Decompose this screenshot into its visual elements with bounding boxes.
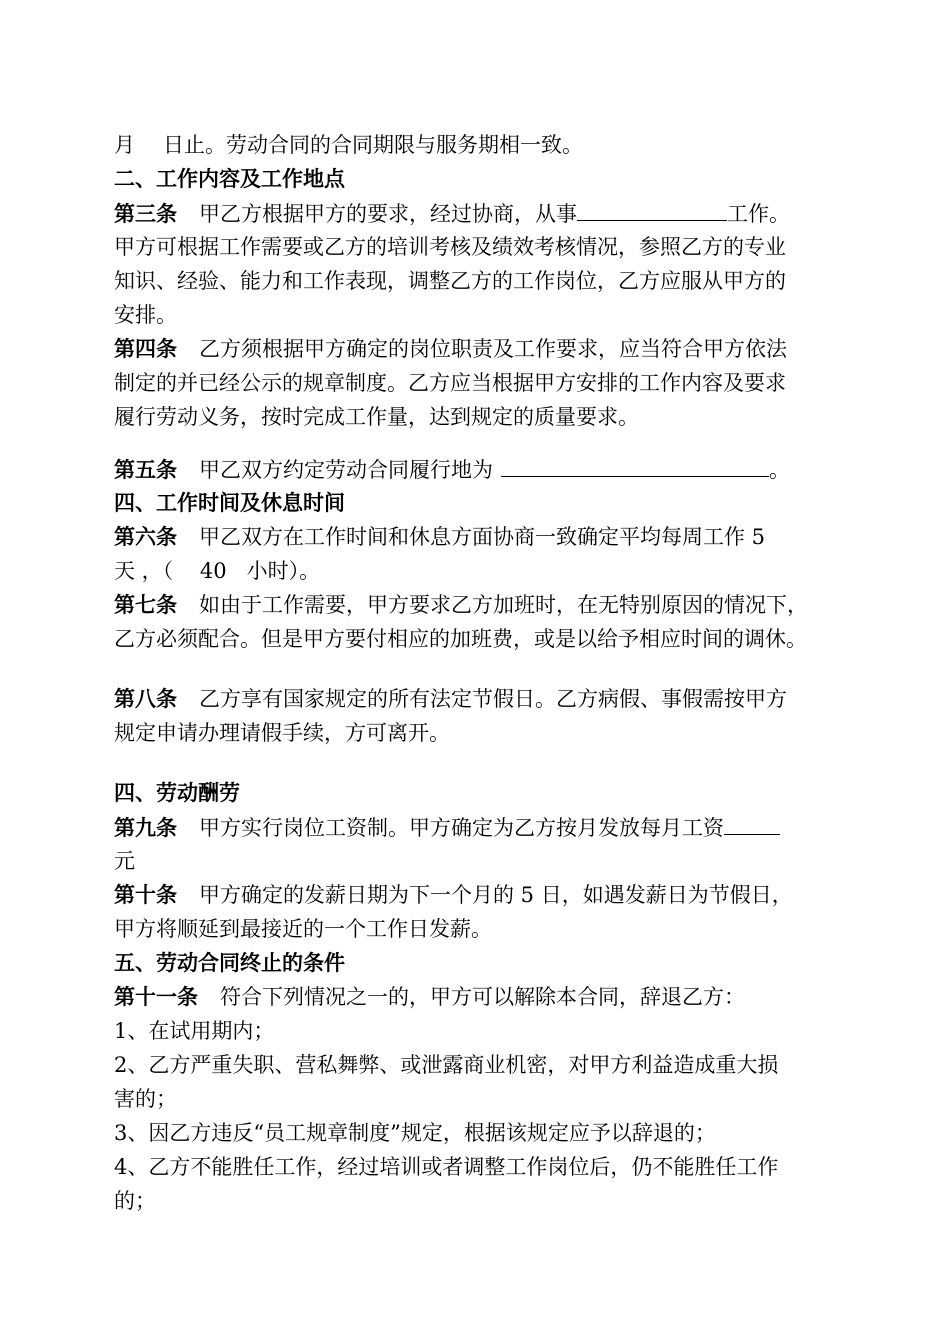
- article-label: 第八条: [114, 687, 177, 711]
- text-line: 月 日止。劳动合同的合同期限与服务期相一致。: [114, 133, 583, 157]
- article-11: 第十一条 符合下列情况之一的，甲方可以解除本合同，辞退乙方：: [114, 985, 745, 1009]
- text-line: 乙方必须配合。但是甲方要付相应的加班费，或是以给予相应时间的调休。: [114, 627, 807, 651]
- article-6: 第六条 甲乙双方在工作时间和休息方面协商一致确定平均每周工作 5: [114, 525, 766, 549]
- contract-body: [114, 128, 844, 1218]
- section-heading-remuneration: 四、劳动酬劳: [114, 781, 240, 805]
- article-4: 第四条 乙方须根据甲方确定的岗位职责及工作要求，应当符合甲方依法: [114, 337, 787, 361]
- article-5: 第五条 甲乙双方约定劳动合同履行地为 。: [114, 452, 844, 486]
- section-heading-work-time: 四、工作时间及休息时间: [114, 491, 345, 515]
- text-line: 知识、经验、能力和工作表现，调整乙方的工作岗位，乙方应服从甲方的: [114, 269, 786, 293]
- article-7: 第七条 如由于工作需要，甲方要求乙方加班时，在无特别原因的情况下，: [114, 593, 808, 617]
- article-label: 第九条: [114, 816, 177, 840]
- article-label: 第七条: [114, 593, 177, 617]
- article-8: 第八条 乙方享有国家规定的所有法定节假日。乙方病假、事假需按甲方: [114, 687, 787, 711]
- article-9: 第九条 甲方实行岗位工资制。甲方确定为乙方按月发放每月工资: [114, 810, 844, 844]
- article-3: 第三条 甲乙方根据甲方的要求，经过协商，从事 工作。: [114, 196, 844, 230]
- text-line: 制定的并已经公示的规章制度。乙方应当根据甲方安排的工作内容及要求: [114, 371, 786, 395]
- article-label: 第十条: [114, 883, 177, 907]
- list-item: 4、乙方不能胜任工作，经过培训或者调整工作岗位后，仍不能胜任工作: [114, 1155, 779, 1179]
- section-heading-work-content: 二、工作内容及工作地点: [114, 167, 345, 191]
- text-line: 甲方将顺延到最接近的一个工作日发薪。: [114, 917, 492, 941]
- text-line: 天 ，（ 40 小时）。: [114, 559, 321, 583]
- list-item: 2、乙方严重失职、营私舞弊、或泄露商业机密，对甲方利益造成重大损: [114, 1053, 779, 1077]
- article-label: 第五条: [114, 458, 177, 482]
- article-label: 第四条: [114, 337, 177, 361]
- text-line: 的；: [114, 1189, 156, 1213]
- section-heading-termination: 五、劳动合同终止的条件: [114, 951, 345, 975]
- article-label: 第三条: [114, 202, 177, 226]
- text-line: 害的；: [114, 1087, 177, 1111]
- text-line: 履行劳动义务，按时完成工作量，达到规定的质量要求。: [114, 405, 639, 429]
- text-line: 元: [114, 849, 135, 873]
- article-10: 第十条 甲方确定的发薪日期为下一个月的 5 日，如遇发薪日为节假日，: [114, 883, 793, 907]
- salary-blank[interactable]: [724, 810, 780, 835]
- job-title-blank[interactable]: [577, 196, 727, 221]
- text-line: 规定申请办理请假手续，方可离开。: [114, 721, 450, 745]
- text-line: 安排。: [114, 303, 177, 327]
- work-location-blank[interactable]: [501, 452, 769, 477]
- article-label: 第六条: [114, 525, 177, 549]
- list-item: 1、在试用期内；: [114, 1019, 275, 1043]
- text-line: 甲方可根据工作需要或乙方的培训考核及绩效考核情况，参照乙方的专业: [114, 235, 786, 259]
- article-label: 第十一条: [114, 985, 198, 1009]
- list-item: 3、因乙方违反“员工规章制度”规定，根据该规定应予以辞退的；: [114, 1121, 716, 1145]
